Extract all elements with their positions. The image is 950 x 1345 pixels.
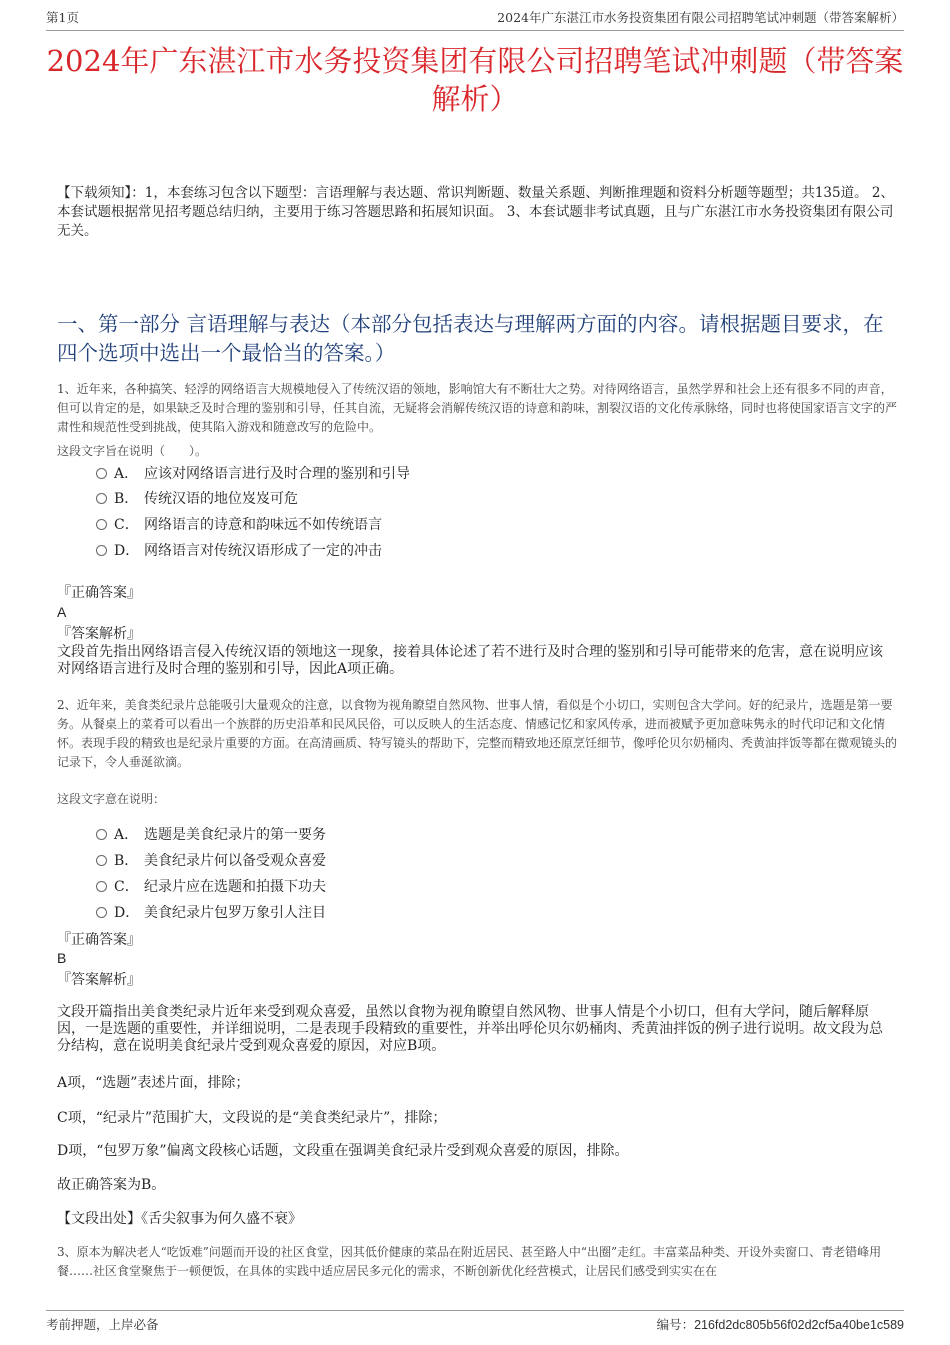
radio-icon[interactable]: [96, 881, 107, 892]
question-2-prompt: 这段文字意在说明：: [57, 792, 166, 806]
q2-note-d: D项，“包罗万象”偏离文段核心话题，文段重在强调美食纪录片受到观众喜爱的原因，排除。: [57, 1143, 629, 1159]
q1-explanation: 文段首先指出网络语言侵入传统汉语的领地这一现象，接着具体论述了若不进行及时合理的鉴别和引导可能带来的危害，意在说明应该对网络语言进行及时合理的鉴别和引导，因此A项正确。: [57, 644, 883, 677]
q2-option-b[interactable]: B． 美食纪录片何以备受观众喜爱: [96, 851, 326, 871]
q1-answer: A: [57, 604, 67, 620]
question-1-text: 1、近年来，各种搞笑、轻浮的网络语言大规模地侵入了传统汉语的领地，影响馆大有不断壮大之势。对待网络语言，虽然学界和社会上还有很多不同的声音，但可以肯定的是，如果缺乏及时合理的鉴别和引导，任其自流，无疑将会消解传统汉语的诗意和韵味，割裂汉语的文化传承脉络，同时也将使国家语言文字的严肃性和规范性受到挑战，使其陷入游戏和随意改写的危险中。: [57, 382, 898, 434]
footer-slogan: 考前押题，上岸必备: [46, 1317, 159, 1332]
question-2-text: 2、近年来，美食类纪录片总能吸引大量观众的注意，以食物为视角瞭望自然风物、世事人情，看似是个小切口，实则包含大学问。好的纪录片，选题是第一要务。从餐桌上的菜肴可以看出一个族群的历史沿革和民风民俗，可以反映人的生活态度、情感记忆和家风传承，进而被赋予更加意味隽永的时代印记和文化情怀。表现手段的精致也是纪录片重要的方面。在高清画质、特写镜头的帮助下，完整而精致地还原烹饪细节，像呼伦贝尔奶桶肉、秃黄油拌饭等都在微观镜头的记录下，令人垂涎欲滴。: [57, 698, 898, 769]
radio-icon[interactable]: [96, 545, 107, 556]
question-1-prompt: 这段文字旨在说明（ ）。: [57, 444, 208, 458]
radio-icon[interactable]: [96, 829, 107, 840]
q2-explanation: 文段开篇指出美食类纪录片近年来受到观众喜爱，虽然以食物为视角瞭望自然风物、世事人情是个小切口，但有大学问，随后解释原因，一是选题的重要性，并详细说明，二是表现手段精致的重要性，并举出呼伦贝尔奶桶肉、秃黄油拌饭的例子进行说明。故文段为总分结构，意在说明美食纪录片受到观众喜爱的原因，对应B项。: [57, 1004, 883, 1054]
radio-icon[interactable]: [96, 855, 107, 866]
q1-explain-tag: 『答案解析』: [57, 626, 141, 642]
q1-option-c[interactable]: C． 网络语言的诗意和韵味远不如传统语言: [96, 515, 382, 535]
q1-option-b[interactable]: B． 传统汉语的地位岌岌可危: [96, 489, 298, 509]
radio-icon[interactable]: [96, 907, 107, 918]
radio-icon[interactable]: [96, 519, 107, 530]
section-title: 一、第一部分 言语理解与表达（本部分包括表达与理解两方面的内容。请根据题目要求，在四个选项中选出一个最恰当的答案。）: [57, 312, 884, 365]
download-notice: 【下载须知】：1，本套练习包含以下题型：言语理解与表达题、常识判断题、数量关系题、判断推理题和资料分析题等题型；共135道。 2、本套试题根据常见招考题总结归纳，主要用于练习答题思路和拓展知识面。 3、本套试题非考试真题，且与广东湛江市水务投资集团有限公司无关。: [57, 185, 894, 239]
q1-option-a[interactable]: A． 应该对网络语言进行及时合理的鉴别和引导: [96, 464, 410, 484]
header-divider: [46, 30, 904, 31]
q2-note-a: A项，“选题”表述片面，排除；: [57, 1075, 250, 1091]
q2-option-d[interactable]: D． 美食纪录片包罗万象引人注目: [96, 903, 326, 923]
q2-source: 【文段出处】《舌尖叙事为何久盛不衰》: [57, 1211, 302, 1227]
radio-icon[interactable]: [96, 493, 107, 504]
radio-icon[interactable]: [96, 468, 107, 479]
footer-code: 编号：216fd2dc805b56f02d2cf5a40be1c589: [656, 1317, 904, 1332]
q1-answer-tag: 『正确答案』: [57, 585, 141, 601]
q1-option-d[interactable]: D． 网络语言对传统汉语形成了一定的冲击: [96, 541, 382, 561]
page-number: 第1页: [46, 10, 79, 25]
q2-answer: B: [57, 950, 67, 966]
q2-conclusion: 故正确答案为B。: [57, 1177, 166, 1193]
q2-note-c: C项，“纪录片”范围扩大，文段说的是“美食类纪录片”，排除；: [57, 1110, 447, 1126]
q2-explain-tag: 『答案解析』: [57, 972, 141, 988]
footer-divider: [46, 1310, 904, 1311]
q2-answer-tag: 『正确答案』: [57, 932, 141, 948]
q2-option-c[interactable]: C． 纪录片应在选题和拍摄下功夫: [96, 877, 326, 897]
question-3-text: 3、原本为解决老人“吃饭难”问题而开设的社区食堂，因其低价健康的菜品在附近居民、甚至路人中“出圈”走红。丰富菜品种类、开设外卖窗口、青老错峰用餐……社区食堂聚焦于一顿便饭，在具体的实践中适应居民多元化的需求，不断创新优化经营模式，让居民们感受到实实在在: [57, 1245, 882, 1278]
page-title: 2024年广东湛江市水务投资集团有限公司招聘笔试冲刺题（带答案解析）: [46, 44, 904, 116]
header-doc-title: 2024年广东湛江市水务投资集团有限公司招聘笔试冲刺题（带答案解析）: [497, 10, 904, 25]
q2-option-a[interactable]: A． 选题是美食纪录片的第一要务: [96, 825, 326, 845]
